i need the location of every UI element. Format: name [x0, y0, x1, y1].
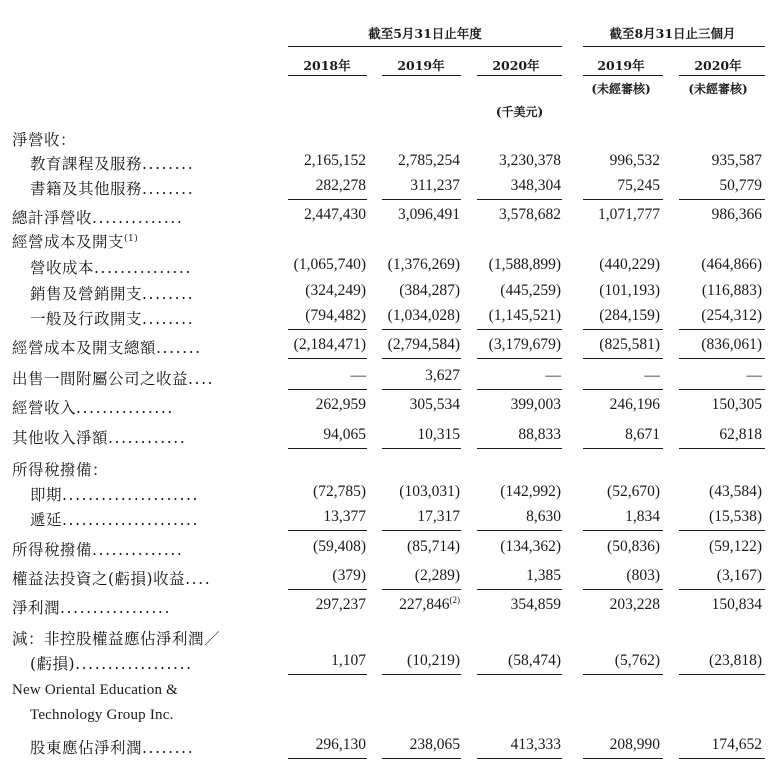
cell-value: (50,836)	[607, 538, 660, 555]
cell-value: 227,846	[399, 596, 450, 613]
row-label	[30, 307, 194, 329]
table-cell	[350, 307, 460, 325]
table-cell	[350, 206, 460, 224]
leader-dots: ........	[142, 739, 195, 757]
table-cell	[451, 567, 561, 585]
table-cell	[451, 256, 561, 274]
table-cell	[451, 282, 561, 300]
table-cell	[652, 538, 762, 556]
header-rule-quarter	[583, 46, 765, 47]
table-cell	[550, 206, 660, 224]
cell-value: 986,366	[711, 206, 762, 223]
column-rule	[583, 758, 663, 759]
row-label	[12, 627, 220, 649]
table-cell	[550, 736, 660, 754]
row-label-text: 所得稅撥備：	[12, 461, 109, 479]
table-cell	[652, 736, 762, 754]
row-label-text: 股東應佔淨利潤	[30, 739, 143, 757]
cell-value: 10,315	[417, 426, 460, 443]
cell-value: 399,003	[510, 396, 561, 413]
cell-value: (59,122)	[709, 538, 762, 555]
table-cell	[550, 596, 660, 614]
cell-value: 296,130	[315, 736, 366, 753]
table-cell	[652, 152, 762, 170]
leader-dots: .....................	[62, 486, 200, 504]
column-rule	[288, 674, 367, 675]
year-header: 2020年	[492, 58, 540, 73]
column-rule	[477, 589, 562, 590]
cell-value: (72,785)	[313, 483, 366, 500]
table-cell	[550, 152, 660, 170]
table-cell	[550, 567, 660, 585]
column-rule	[477, 674, 562, 675]
cell-value: (1,034,028)	[387, 307, 460, 324]
cell-value: 8,671	[625, 426, 660, 443]
table-cell	[451, 736, 561, 754]
cell-value: 2,165,152	[304, 152, 366, 169]
cell-value: (464,866)	[701, 256, 762, 273]
table-cell	[652, 282, 762, 300]
cell-value: 50,779	[719, 177, 762, 194]
table-cell	[652, 177, 762, 195]
row-label-text: 即期	[30, 486, 63, 504]
leader-dots: ....	[185, 570, 212, 588]
row-label	[12, 396, 174, 418]
table-cell	[550, 508, 660, 526]
column-rule	[583, 358, 663, 359]
cell-value: 75,245	[617, 177, 660, 194]
cell-value: (15,538)	[709, 508, 762, 525]
cell-value: 311,237	[410, 177, 460, 194]
row-label-text: 淨利潤	[12, 599, 61, 617]
table-cell	[652, 336, 762, 354]
table-cell	[652, 596, 762, 614]
column-rule	[382, 674, 461, 675]
row-label	[12, 538, 183, 560]
table-cell	[451, 652, 561, 670]
cell-value: (836,061)	[701, 336, 762, 353]
column-rule	[477, 358, 562, 359]
column-rule	[382, 199, 461, 200]
row-label	[30, 707, 174, 724]
column-rule	[382, 358, 461, 359]
column-rule	[679, 389, 765, 390]
column-rule	[679, 674, 765, 675]
row-label	[30, 508, 199, 530]
row-label	[12, 206, 183, 228]
footnote-marker: (1)	[124, 233, 139, 244]
cell-value: (1,065,740)	[293, 256, 366, 273]
column-rule	[679, 589, 765, 590]
cell-value: (2,794,584)	[387, 336, 460, 353]
cell-value: (2,184,471)	[293, 336, 366, 353]
table-cell	[350, 426, 460, 444]
cell-value: (134,362)	[500, 538, 561, 555]
table-cell	[451, 367, 561, 385]
cell-value: (803)	[626, 567, 660, 584]
cell-value: (43,584)	[709, 483, 762, 500]
row-label-text: 權益法投資之(虧損)收益	[12, 570, 186, 588]
column-rule	[288, 448, 367, 449]
row-label-text: 經營成本及開支總額	[12, 339, 157, 357]
column-rule	[477, 530, 562, 531]
cell-value: (3,179,679)	[488, 336, 561, 353]
table-cell	[451, 206, 561, 224]
table-cell	[652, 652, 762, 670]
cell-value: (324,249)	[305, 282, 366, 299]
column-rule	[288, 530, 367, 531]
table-cell	[350, 152, 460, 170]
column-rule	[679, 199, 765, 200]
row-label-text: 淨營收：	[12, 131, 77, 149]
table-cell	[451, 538, 561, 556]
year-header: 2019年	[597, 58, 645, 73]
cell-value: 150,305	[711, 396, 762, 413]
column-rule	[679, 329, 765, 330]
year-header: 2018年	[303, 58, 351, 73]
row-label-text: 書籍及其他服務	[30, 180, 143, 198]
cell-value: (445,259)	[500, 282, 561, 299]
year-rule	[477, 75, 562, 76]
leader-dots: ..................	[75, 655, 193, 673]
table-cell	[350, 567, 460, 585]
table-cell	[550, 652, 660, 670]
cell-value: 238,065	[409, 736, 460, 753]
column-rule	[679, 530, 765, 531]
row-label	[12, 458, 108, 480]
row-label-text: 經營成本及開支	[12, 233, 125, 251]
cell-value: 3,230,378	[499, 152, 561, 169]
row-label	[30, 282, 194, 304]
header-group-quarter: 截至8月31日止三個月	[609, 26, 736, 41]
column-rule	[382, 329, 461, 330]
leader-dots: ..............	[92, 541, 184, 559]
audit-note: (未經審核)	[688, 82, 748, 96]
cell-value: (440,229)	[599, 256, 660, 273]
leader-dots: ...............	[94, 259, 192, 277]
table-cell	[652, 256, 762, 274]
cell-value: 1,107	[331, 652, 366, 669]
table-cell	[550, 538, 660, 556]
row-label-text: (虧損)	[30, 655, 76, 673]
cell-value: (284,159)	[599, 307, 660, 324]
column-rule	[679, 758, 765, 759]
year-header: 2020年	[694, 58, 742, 73]
year-rule	[679, 75, 765, 76]
row-label	[30, 736, 194, 758]
header-group-annual: 截至5月31日止年度	[368, 26, 482, 41]
table-cell	[350, 736, 460, 754]
cell-value: —	[350, 367, 366, 384]
table-cell	[451, 483, 561, 501]
row-label-text: 教育課程及服務	[30, 155, 143, 173]
leader-dots: ........	[142, 155, 195, 173]
table-cell	[350, 177, 460, 195]
table-cell	[550, 307, 660, 325]
column-rule	[583, 448, 663, 449]
cell-value: 282,278	[315, 177, 366, 194]
cell-value: 3,096,491	[398, 206, 460, 223]
cell-value: (2,289)	[414, 567, 460, 584]
column-rule	[288, 389, 367, 390]
column-rule	[583, 329, 663, 330]
cell-value: (5,762)	[614, 652, 660, 669]
row-label	[30, 483, 199, 505]
table-cell	[550, 483, 660, 501]
cell-value: (103,031)	[399, 483, 460, 500]
row-label	[12, 567, 211, 589]
column-rule	[477, 389, 562, 390]
cell-value: 305,534	[409, 396, 460, 413]
table-cell	[550, 177, 660, 195]
cell-value: 62,818	[719, 426, 762, 443]
row-label-text: 出售一間附屬公司之收益	[12, 370, 189, 388]
row-label-text: 經營收入	[12, 399, 77, 417]
cell-value: —	[545, 367, 561, 384]
column-rule	[288, 758, 367, 759]
cell-value: 1,071,777	[598, 206, 660, 223]
cell-value: (379)	[332, 567, 366, 584]
table-cell	[451, 396, 561, 414]
table-cell	[652, 307, 762, 325]
footnote-marker: (2)	[449, 594, 460, 605]
row-label	[12, 336, 202, 358]
table-cell	[550, 426, 660, 444]
table-cell	[652, 206, 762, 224]
cell-value: (58,474)	[508, 652, 561, 669]
cell-value: (1,588,899)	[488, 256, 561, 273]
column-rule	[382, 448, 461, 449]
table-cell	[652, 508, 762, 526]
row-label-text: Technology Group Inc.	[30, 707, 174, 723]
row-label-text: 一般及行政開支	[30, 310, 143, 328]
column-rule	[477, 448, 562, 449]
column-rule	[583, 530, 663, 531]
table-cell	[550, 396, 660, 414]
table-cell	[550, 367, 660, 385]
table-cell	[451, 426, 561, 444]
cell-value: 8,630	[526, 508, 561, 525]
year-rule	[583, 75, 663, 76]
table-cell	[350, 396, 460, 414]
cell-value: (794,482)	[305, 307, 366, 324]
row-label	[12, 367, 214, 389]
table-cell	[451, 508, 561, 526]
row-label	[12, 426, 186, 448]
row-label	[12, 682, 178, 699]
year-rule	[382, 75, 461, 76]
column-rule	[382, 589, 461, 590]
cell-value: (23,818)	[709, 652, 762, 669]
column-rule	[583, 674, 663, 675]
cell-value: (384,287)	[399, 282, 460, 299]
table-cell	[350, 652, 460, 670]
leader-dots: .......	[156, 339, 202, 357]
year-rule	[288, 75, 367, 76]
cell-value: 17,317	[417, 508, 460, 525]
cell-value: 88,833	[518, 426, 561, 443]
row-label	[30, 652, 193, 674]
cell-value: 297,237	[315, 596, 366, 613]
table-cell	[451, 336, 561, 354]
cell-value: (254,312)	[701, 307, 762, 324]
row-label-text: 所得稅撥備	[12, 541, 93, 559]
cell-value: 3,627	[425, 367, 460, 384]
header-rule-annual	[288, 46, 562, 47]
row-label-text: 總計淨營收	[12, 209, 93, 227]
column-rule	[583, 589, 663, 590]
cell-value: (101,193)	[599, 282, 660, 299]
row-label	[12, 128, 76, 150]
year-header: 2019年	[397, 58, 445, 73]
table-cell	[350, 483, 460, 501]
table-cell	[652, 567, 762, 585]
table-cell	[451, 596, 561, 614]
cell-value: 150,834	[711, 596, 762, 613]
table-cell	[652, 396, 762, 414]
leader-dots: ..............	[92, 209, 184, 227]
cell-value: 94,065	[323, 426, 366, 443]
table-cell	[350, 282, 460, 300]
table-cell	[652, 483, 762, 501]
cell-value: 935,587	[711, 152, 762, 169]
table-cell	[550, 282, 660, 300]
column-rule	[477, 329, 562, 330]
table-cell	[350, 538, 460, 556]
table-cell	[451, 307, 561, 325]
cell-value: 174,652	[711, 736, 762, 753]
cell-value: 348,304	[510, 177, 561, 194]
cell-value: —	[644, 367, 660, 384]
row-label	[30, 152, 194, 174]
leader-dots: ........	[142, 310, 195, 328]
table-cell	[652, 367, 762, 385]
cell-value: 354,859	[510, 596, 561, 613]
cell-value: 413,333	[510, 736, 561, 753]
cell-value: —	[746, 367, 762, 384]
cell-value: 996,532	[609, 152, 660, 169]
table-cell	[350, 508, 460, 526]
row-label-text: 銷售及營銷開支	[30, 285, 143, 303]
leader-dots: .................	[60, 599, 171, 617]
column-rule	[382, 530, 461, 531]
row-label	[12, 230, 138, 252]
leader-dots: ........	[142, 180, 195, 198]
column-rule	[288, 358, 367, 359]
column-rule	[477, 199, 562, 200]
row-label-text: 減：非控股權益應佔淨利潤／	[12, 630, 221, 648]
cell-value: 246,196	[609, 396, 660, 413]
cell-value: (116,883)	[701, 282, 762, 299]
column-rule	[382, 758, 461, 759]
table-cell	[550, 336, 660, 354]
table-cell	[350, 256, 460, 274]
column-rule	[583, 199, 663, 200]
column-rule	[583, 389, 663, 390]
row-label	[30, 256, 192, 278]
cell-value: 2,447,430	[304, 206, 366, 223]
cell-value: (10,219)	[407, 652, 460, 669]
table-cell	[451, 177, 561, 195]
cell-value: (85,714)	[407, 538, 460, 555]
row-label-text: 營收成本	[30, 259, 95, 277]
cell-value: 203,228	[609, 596, 660, 613]
cell-value: 3,578,682	[499, 206, 561, 223]
column-rule	[288, 589, 367, 590]
leader-dots: ....	[188, 370, 215, 388]
row-label-text: 其他收入淨額	[12, 429, 109, 447]
table-cell	[451, 152, 561, 170]
column-rule	[288, 199, 367, 200]
column-rule	[382, 389, 461, 390]
row-label-text: New Oriental Education &	[12, 682, 178, 698]
unit-label: (千美元)	[495, 105, 544, 119]
cell-value: (142,992)	[500, 483, 561, 500]
cell-value: (825,581)	[599, 336, 660, 353]
cell-value: 262,959	[315, 396, 366, 413]
cell-value: (3,167)	[716, 567, 762, 584]
row-label	[30, 177, 194, 199]
column-rule	[679, 358, 765, 359]
cell-value: (1,376,269)	[387, 256, 460, 273]
cell-value: 2,785,254	[398, 152, 460, 169]
leader-dots: ...............	[76, 399, 174, 417]
cell-value: (52,670)	[607, 483, 660, 500]
table-cell	[550, 256, 660, 274]
cell-value: 208,990	[609, 736, 660, 753]
cell-value: 1,385	[526, 567, 561, 584]
table-cell	[350, 367, 460, 385]
table-cell	[350, 336, 460, 354]
cell-value: (59,408)	[313, 538, 366, 555]
column-rule	[679, 448, 765, 449]
table-cell	[652, 426, 762, 444]
leader-dots: ........	[142, 285, 195, 303]
column-rule	[288, 329, 367, 330]
row-label-text: 遞延	[30, 511, 63, 529]
cell-value: (1,145,521)	[488, 307, 561, 324]
row-label	[12, 596, 171, 618]
cell-value: 13,377	[323, 508, 366, 525]
leader-dots: .....................	[62, 511, 200, 529]
audit-note: (未經審核)	[591, 82, 651, 96]
table-cell	[350, 596, 460, 614]
column-rule	[477, 758, 562, 759]
cell-value: 1,834	[625, 508, 660, 525]
leader-dots: ............	[108, 429, 187, 447]
